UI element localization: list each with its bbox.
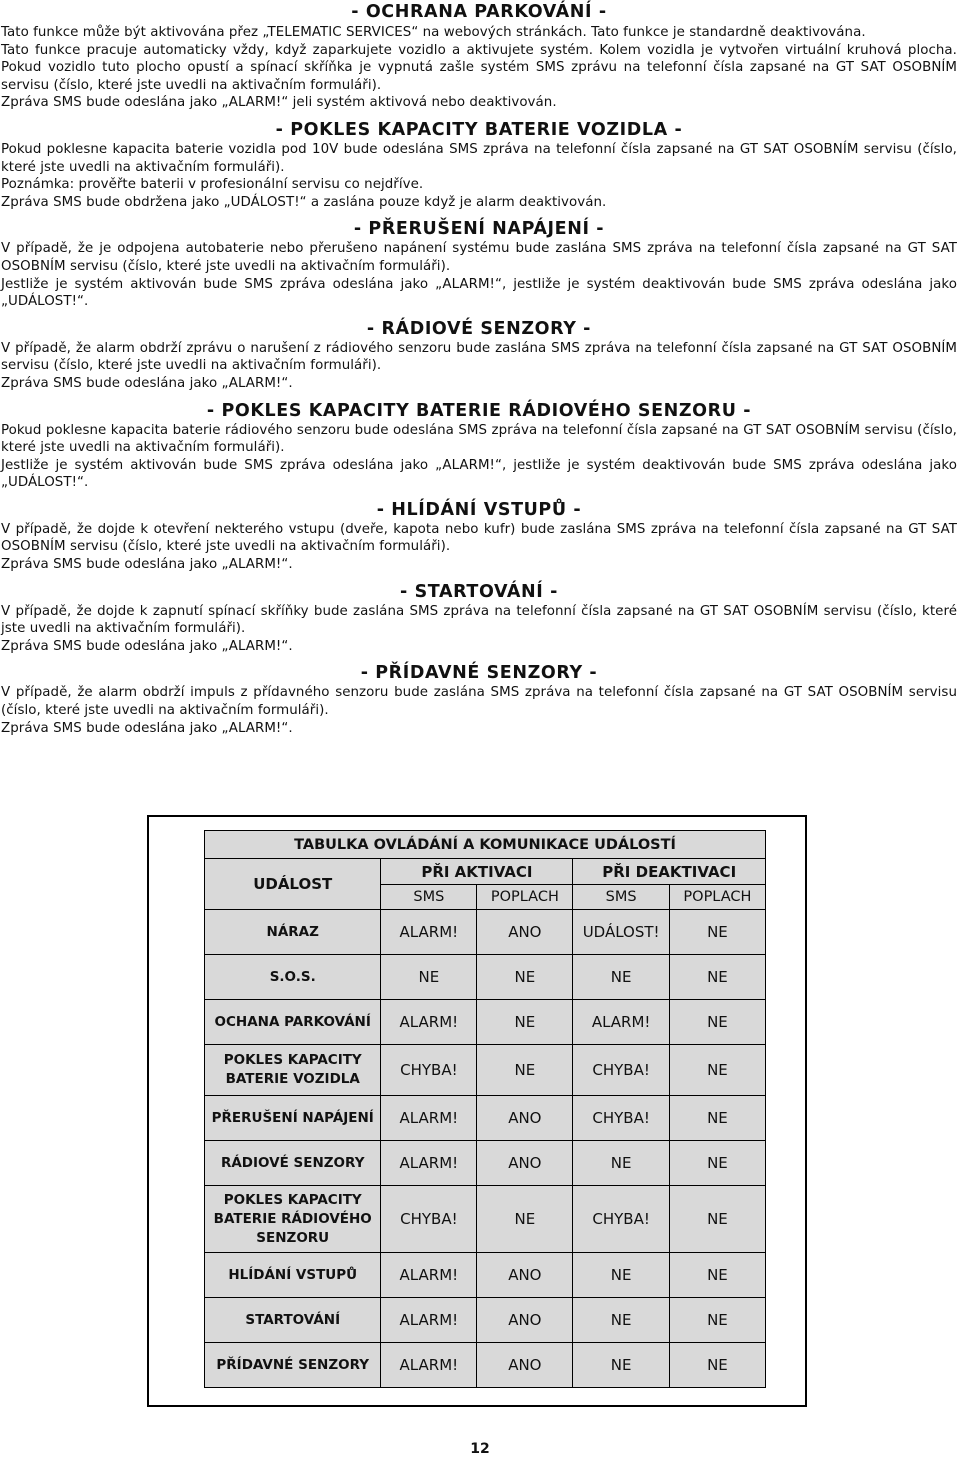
table-cell: ANO [477, 1253, 573, 1298]
table-cell: ANO [477, 1141, 573, 1186]
section-pokles-baterie-vozidla [1, 120, 957, 211]
section-paragraph: V případě, že je odpojena autobaterie nebo přerušeno napánení systému bude zaslána SMS zpráva na telefonní čísla zapsané na GT SAT OSOBNÍM servisu (číslo, které jste uvedli na aktivačním formuláři). [1, 241, 957, 274]
table-row [205, 1253, 766, 1298]
table-row [205, 1096, 766, 1141]
section-heading: - STARTOVÁNÍ - [400, 581, 558, 602]
table-cell: NE [669, 1298, 765, 1343]
table-cell: ALARM! [381, 910, 477, 955]
table-cell: ANO [477, 910, 573, 955]
section-heading: - POKLES KAPACITY BATERIE RÁDIOVÉHO SENZORU - [206, 400, 752, 421]
section-paragraph: Poznámka: prověřte baterii v profesionální servisu co nejdříve. [1, 177, 424, 193]
section-heading: - RÁDIOVÉ SENZORY - [366, 318, 592, 339]
sub-header-sms: SMS [381, 885, 477, 910]
table-row [205, 1343, 766, 1388]
on-activation-header: PŘI AKTIVACI [381, 859, 573, 885]
table-row [205, 1045, 766, 1096]
table-cell: NE [669, 1186, 765, 1253]
table-cell: ANO [477, 1298, 573, 1343]
event-name: S.O.S. [205, 955, 381, 1000]
table-cell: NE [669, 1343, 765, 1388]
section-pridavne-senzory [1, 663, 957, 737]
table-cell: NE [477, 1186, 573, 1253]
table-cell: NE [669, 1141, 765, 1186]
table-title: TABULKA OVLÁDÁNÍ A KOMUNIKACE UDÁLOSTÍ [205, 831, 766, 859]
sub-header-sms: SMS [573, 885, 669, 910]
table-cell: NE [573, 1343, 669, 1388]
table-cell: NE [477, 1045, 573, 1096]
section-paragraph: Zpráva SMS bude odeslána jako „ALARM!“. [1, 720, 293, 736]
event-name: NÁRAZ [205, 910, 381, 955]
event-name: POKLES KAPACITY BATERIE RÁDIOVÉHO SENZORU [205, 1186, 381, 1253]
table-row [205, 910, 766, 955]
page-number: 12 [470, 1441, 490, 1457]
table-row [205, 1186, 766, 1253]
sub-header-poplach: POPLACH [669, 885, 765, 910]
event-name: PŘERUŠENÍ NAPÁJENÍ [205, 1096, 381, 1141]
table-cell: NE [573, 1253, 669, 1298]
table-cell: NE [669, 1045, 765, 1096]
section-paragraph: Zpráva SMS bude odeslána jako „ALARM!“. [1, 557, 293, 573]
section-heading: - OCHRANA PARKOVÁNÍ - [351, 2, 607, 22]
table-row [205, 1000, 766, 1045]
table-cell: ALARM! [381, 1096, 477, 1141]
section-paragraph: Jestliže je systém aktivován bude SMS zpráva odeslána jako „ALARM!“, jestliže je systém deaktivován bude SMS zpráva odeslána jako „UDÁLOST!“. [1, 457, 957, 491]
table-cell: NE [477, 1000, 573, 1045]
table-cell: UDÁLOST! [573, 910, 669, 955]
event-table [204, 830, 766, 1388]
table-cell: ALARM! [381, 1000, 477, 1045]
table-cell: ALARM! [381, 1141, 477, 1186]
section-radiove-senzory [1, 319, 957, 393]
section-paragraph: V případě, že alarm obdrží impuls z přídavného senzoru bude zaslána SMS zpráva na telefonní čísla zapsané na GT SAT OSOBNÍM servisu (číslo, které jste uvedli na aktivačním formuláři). [1, 685, 957, 719]
table-cell: CHYBA! [381, 1045, 477, 1096]
section-paragraph: Pokud poklesne kapacita baterie vozidla pod 10V bude odeslána SMS zpráva na telefonní čísla zapsané na GT SAT OSOBNÍM servisu (číslo, které jste uvedli na aktivačním formuláři). [1, 141, 957, 175]
table-cell: NE [669, 955, 765, 1000]
section-heading: - PŘÍDAVNÉ SENZORY - [360, 663, 598, 684]
table-cell: ALARM! [573, 1000, 669, 1045]
event-column-header: UDÁLOST [205, 859, 381, 910]
table-cell: CHYBA! [381, 1186, 477, 1253]
table-cell: CHYBA! [573, 1186, 669, 1253]
section-paragraph: Jestliže je systém aktivován bude SMS zpráva odeslána jako „ALARM!“, jestliže je systém deaktivován bude SMS zpráva odeslána jako „UDÁLOST!“. [1, 276, 957, 310]
section-ochrana-parkovani [1, 2, 957, 112]
table-row [205, 1298, 766, 1343]
table-cell: NE [669, 910, 765, 955]
section-paragraph: V případě, že dojde k otevření nekterého vstupu (dveře, kapota nebo kufr) bude zaslána SMS zpráva na telefonní čísla zapsané na GT SAT OSOBNÍM servisu (číslo, které jste uvedli na aktivačním formuláři). [1, 521, 957, 555]
table-cell: CHYBA! [573, 1045, 669, 1096]
event-name: PŘÍDAVNÉ SENZORY [205, 1343, 381, 1388]
section-pokles-baterie-senzoru [1, 401, 957, 492]
section-preruseni-napajeni [1, 219, 957, 310]
table-cell: ANO [477, 1343, 573, 1388]
section-paragraph: V případě, že dojde k zapnutí spínací skříňky bude zaslána SMS zpráva na telefonní čísla zapsané na GT SAT OSOBNÍM servisu (číslo, které jste uvedli na aktivačním formuláři). [1, 603, 957, 637]
event-table-figure [147, 815, 807, 1407]
table-row [205, 1141, 766, 1186]
table-cell: NE [573, 1141, 669, 1186]
section-paragraph: Pokud poklesne kapacita baterie rádiového senzoru bude odeslána SMS zpráva na telefonní čísla zapsané na GT SAT OSOBNÍM servisu (číslo, které jste uvedli na aktivačním formuláři). [1, 422, 957, 456]
section-paragraph: Tato funkce pracuje automaticky vždy, když zaparkujete vozidlo a aktivujete systém. Kolem vozidla je vytvořen virtuální kruhová plocha. Pokud vozidlo tuto plocho opustí a spínací skříňka je vypnutá zašle systém SMS zprávu na telefonní čísla zapsané na GT SAT OSOBNÍM servisu (číslo, které jste uvedli na aktivačním formuláři). [1, 42, 957, 93]
section-heading: - HLÍDÁNÍ VSTUPŮ - [376, 499, 582, 520]
section-paragraph: Zpráva SMS bude odeslána jako „ALARM!“. [1, 638, 293, 654]
sub-header-poplach: POPLACH [477, 885, 573, 910]
table-cell: NE [573, 1298, 669, 1343]
table-cell: ANO [477, 1096, 573, 1141]
section-heading: - PŘERUŠENÍ NAPÁJENÍ - [353, 219, 605, 240]
table-cell: ALARM! [381, 1298, 477, 1343]
event-name: POKLES KAPACITY BATERIE VOZIDLA [205, 1045, 381, 1096]
table-cell: ALARM! [381, 1253, 477, 1298]
table-cell: ALARM! [381, 1343, 477, 1388]
text-column [1, 2, 957, 745]
table-cell: NE [669, 1253, 765, 1298]
table-cell: NE [573, 955, 669, 1000]
table-row [205, 955, 766, 1000]
table-cell: CHYBA! [573, 1096, 669, 1141]
section-hlidani-vstupu [1, 500, 957, 574]
event-name: OCHANA PARKOVÁNÍ [205, 1000, 381, 1045]
table-cell: NE [669, 1096, 765, 1141]
table-cell: NE [477, 955, 573, 1000]
section-paragraph: Zpráva SMS bude odeslána jako „ALARM!“. [1, 375, 293, 391]
section-paragraph: Zpráva SMS bude obdržena jako „UDÁLOST!“ a zaslána pouze když je alarm deaktivován. [1, 194, 607, 210]
table-cell: NE [381, 955, 477, 1000]
section-paragraph: Tato funkce může být aktivována přez „TELEMATIC SERVICES“ na webových stránkách. Tato funkce je standardně deaktivována. [1, 25, 866, 40]
section-startovani [1, 582, 957, 656]
event-name: RÁDIOVÉ SENZORY [205, 1141, 381, 1186]
section-paragraph: Zpráva SMS bude odeslána jako „ALARM!“ jeli systém aktivová nebo deaktivován. [1, 95, 557, 111]
section-heading: - POKLES KAPACITY BATERIE VOZIDLA - [275, 119, 683, 140]
event-name: STARTOVÁNÍ [205, 1298, 381, 1343]
event-name: HLÍDÁNÍ VSTUPŮ [205, 1253, 381, 1298]
table-cell: NE [669, 1000, 765, 1045]
section-paragraph: V případě, že alarm obdrží zprávu o narušení z rádiového senzoru bude zaslána SMS zpráva na telefonní čísla zapsané na GT SAT OSOBNÍM servisu (číslo, které jste uvedli na aktivačním formuláři). [1, 340, 957, 374]
on-deactivation-header: PŘI DEAKTIVACI [573, 859, 766, 885]
